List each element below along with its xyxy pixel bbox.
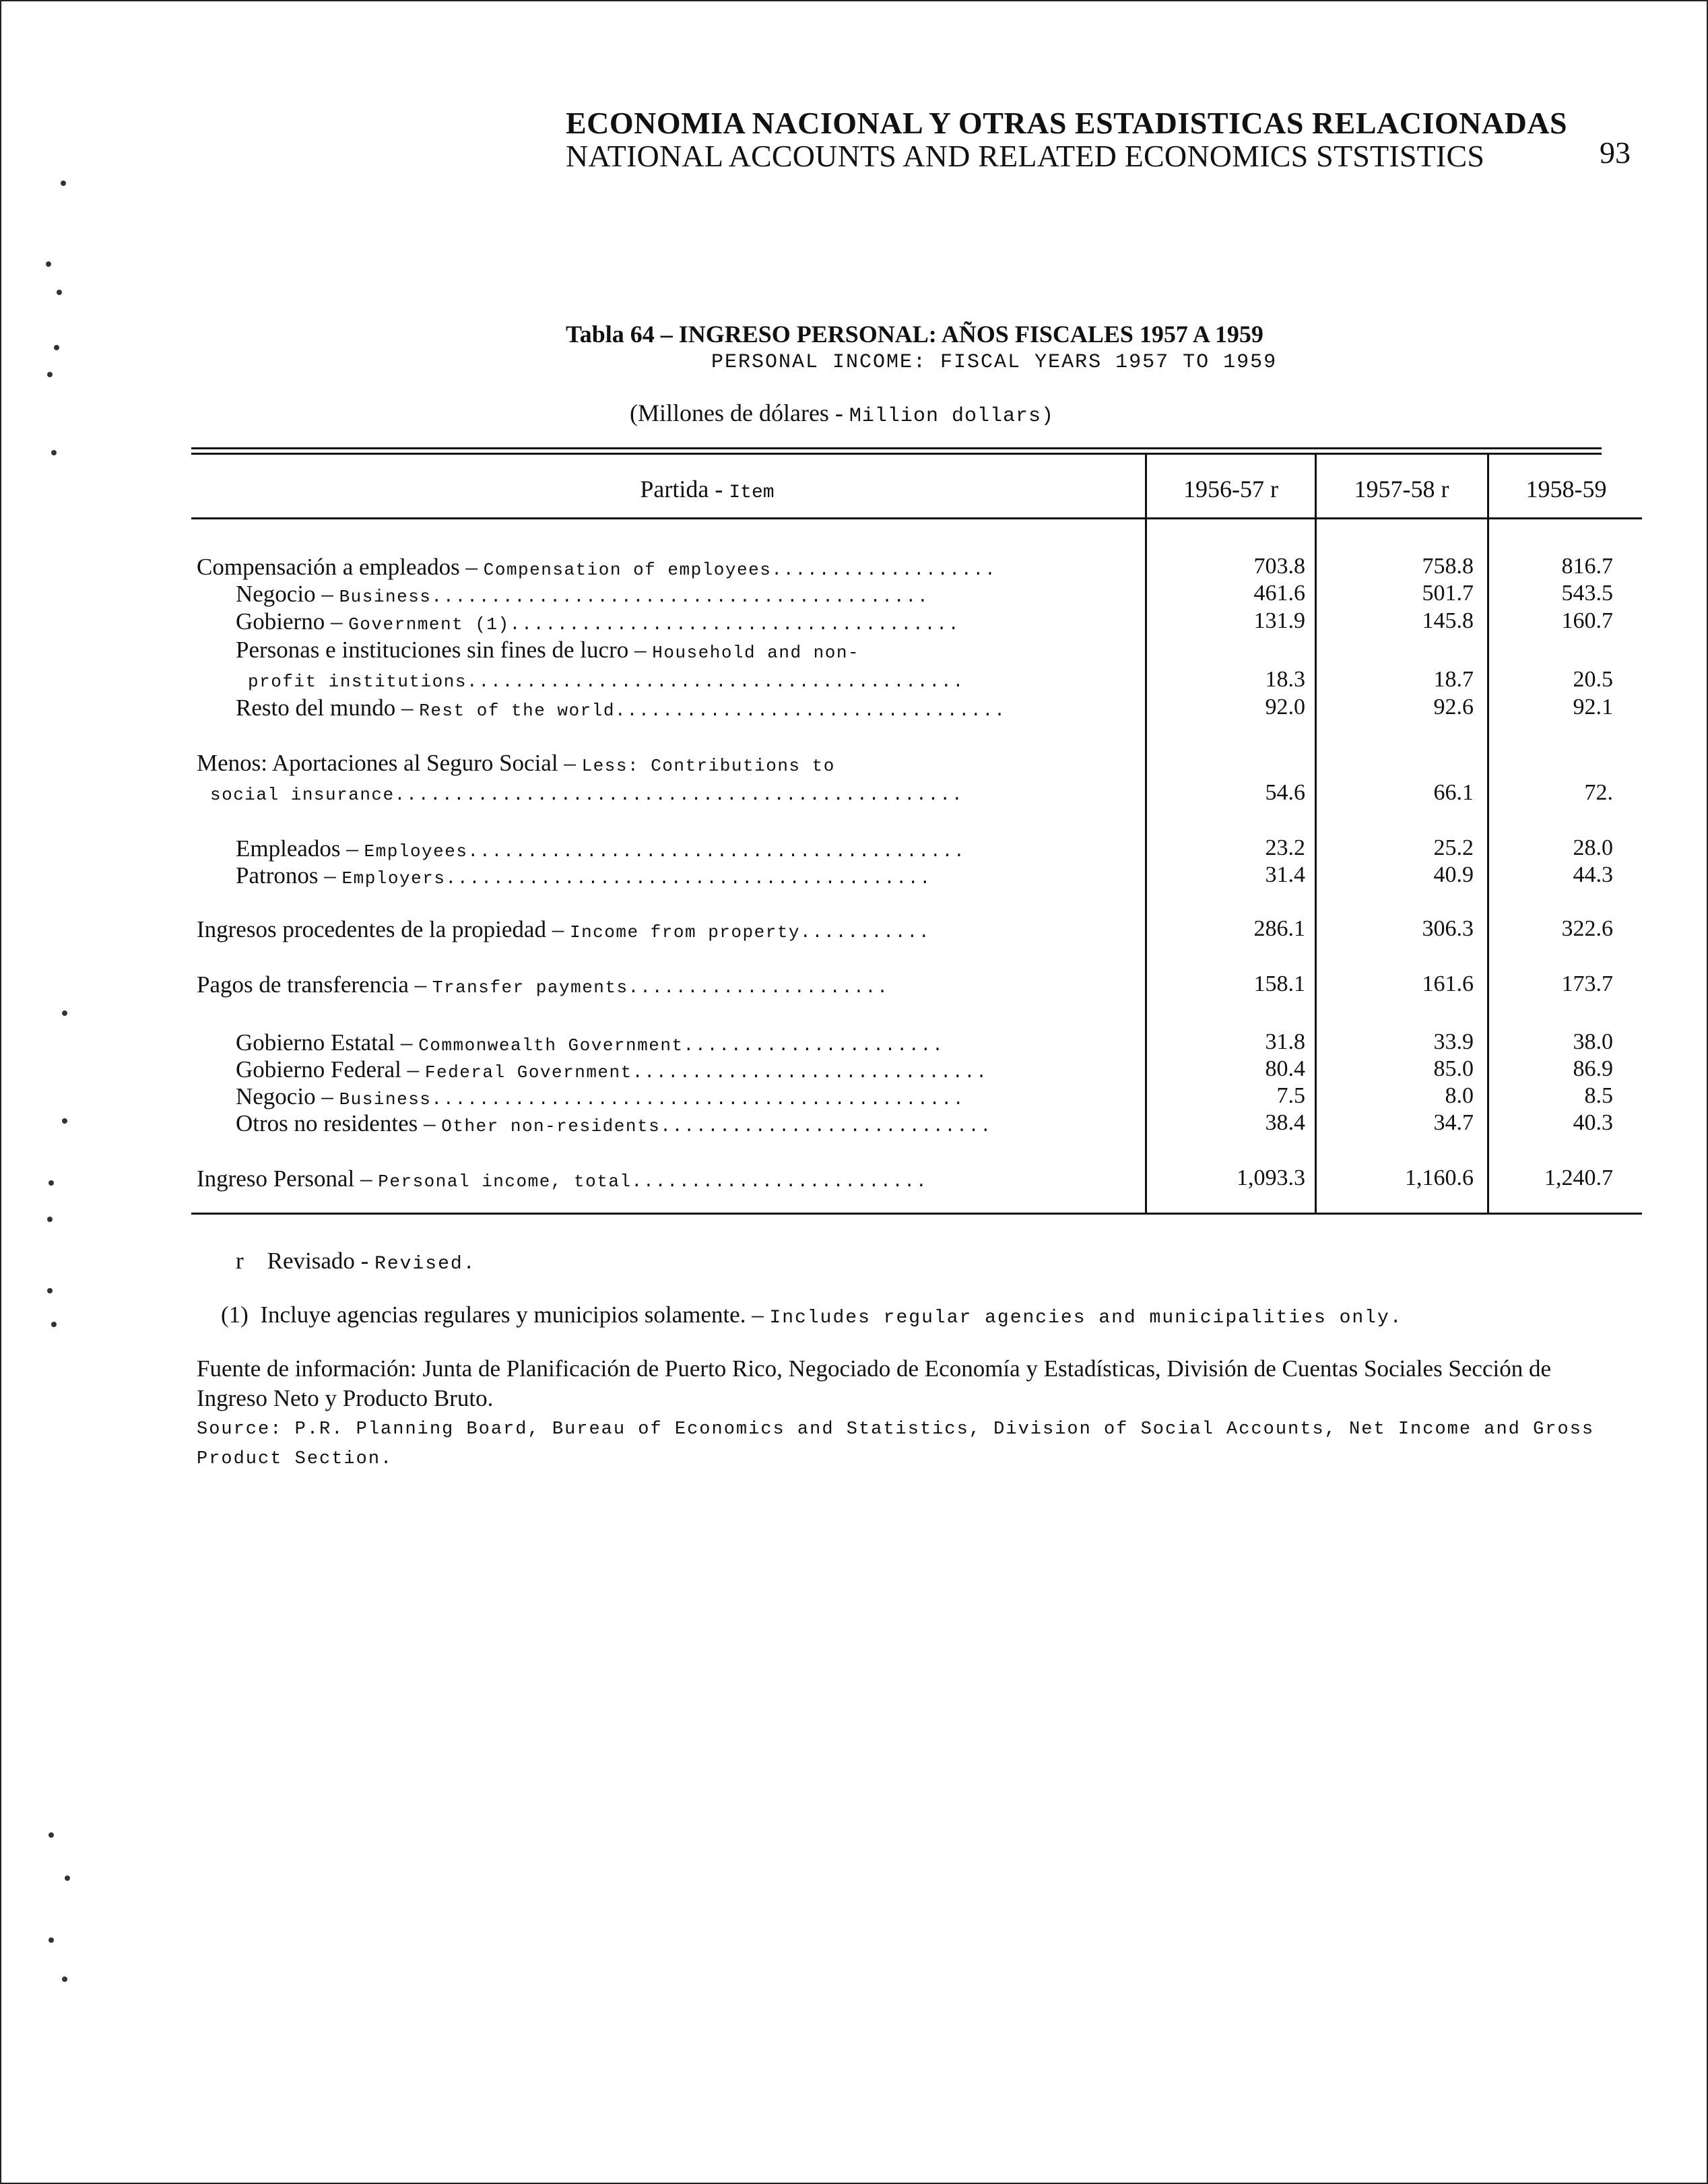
source-en: Source: P.R. Planning Board, Bureau of Economics and Statistics, Division of Social Accounts, Net Income and Gross Product Section.	[197, 1419, 1595, 1469]
column-header-1957-58: 1957-58 r	[1354, 476, 1449, 503]
table-top-rule	[191, 447, 1602, 449]
note-1: (1) Incluye agencias regulares y municipios solamente. – Includes regular agencies and municipalities only.	[221, 1302, 1403, 1328]
scan-speck	[48, 1832, 54, 1838]
cell-value: 72.	[1584, 780, 1613, 805]
cell-value: 66.1	[1433, 780, 1474, 805]
scan-speck	[46, 261, 51, 267]
column-header-1956-57: 1956-57 r	[1183, 476, 1278, 503]
table-row: Personas e instituciones sin fines de lucro – Household and non-	[236, 637, 860, 663]
cell-value: 18.7	[1433, 667, 1474, 692]
column-divider-2	[1315, 453, 1317, 1214]
cell-value: 1,093.3	[1237, 1165, 1305, 1190]
table-row: Pagos de transferencia – Transfer payments......................	[197, 971, 889, 998]
table-row: Negocio – Business.............................................	[236, 1083, 965, 1110]
cell-value: 703.8	[1253, 554, 1305, 579]
cell-value: 31.8	[1265, 1029, 1305, 1054]
table-row: Otros no residentes – Other non-residents............................	[236, 1110, 993, 1136]
scan-speck	[62, 1118, 67, 1124]
cell-value: 816.7	[1561, 554, 1613, 579]
cell-value: 92.0	[1265, 695, 1305, 719]
cell-value: 25.2	[1433, 835, 1474, 860]
table-row: Empleados – Employees..........................................	[236, 835, 966, 862]
cell-value: 7.5	[1276, 1083, 1305, 1108]
cell-value: 758.8	[1422, 554, 1474, 579]
cell-value: 158.1	[1253, 971, 1305, 996]
header-bottom-rule	[191, 517, 1642, 519]
cell-value: 34.7	[1433, 1110, 1474, 1135]
table-row: Menos: Aportaciones al Seguro Social – Less: Contributions to	[197, 750, 835, 776]
table-row: Ingresos procedentes de la propiedad – Income from property...........	[197, 916, 931, 942]
column-divider-3	[1487, 453, 1489, 1214]
scan-speck	[51, 450, 57, 455]
scan-speck	[61, 181, 66, 186]
column-header-item: Partida - Item	[640, 476, 775, 503]
cell-value: 80.4	[1265, 1056, 1305, 1081]
cell-value: 44.3	[1573, 862, 1613, 887]
cell-value: 161.6	[1422, 971, 1474, 996]
cell-value: 38.4	[1265, 1110, 1305, 1135]
cell-value: 8.5	[1584, 1083, 1613, 1108]
table-row: profit institutions..........................................	[248, 672, 965, 692]
table-title-en: PERSONAL INCOME: FISCAL YEARS 1957 TO 1959	[711, 351, 1278, 374]
note-revised: r Revisado - Revised.	[236, 1248, 476, 1275]
table-row: Compensación a empleados – Compensation of employees...................	[197, 554, 997, 580]
cell-value: 38.0	[1573, 1029, 1613, 1054]
table-top-rule-2	[191, 453, 1602, 455]
cell-value: 85.0	[1433, 1056, 1474, 1081]
cell-value: 145.8	[1422, 608, 1474, 633]
cell-value: 306.3	[1422, 916, 1474, 941]
page-header	[566, 106, 1576, 172]
cell-value: 501.7	[1422, 581, 1474, 606]
cell-value: 160.7	[1561, 608, 1613, 633]
cell-value: 131.9	[1253, 608, 1305, 633]
table-units	[630, 399, 1054, 428]
cell-value: 543.5	[1561, 581, 1613, 606]
scan-speck	[48, 1180, 54, 1186]
cell-value: 1,160.6	[1405, 1165, 1474, 1190]
cell-value: 92.1	[1573, 695, 1613, 719]
table-row: Negocio – Business..........................................	[236, 581, 929, 607]
cell-value: 322.6	[1561, 916, 1613, 941]
scan-speck	[47, 1288, 53, 1293]
cell-value: 31.4	[1265, 862, 1305, 887]
table-row: Gobierno – Government (1)......................................	[236, 608, 960, 635]
table-row: social insurance................................................	[210, 785, 964, 805]
header-title-es: ECONOMIA NACIONAL Y OTRAS ESTADISTICAS RELACIONADAS	[566, 106, 1568, 140]
header-title-en: NATIONAL ACCOUNTS AND RELATED ECONOMICS STSTISTICS	[566, 139, 1485, 173]
scan-speck	[65, 1875, 70, 1881]
cell-value: 40.9	[1433, 862, 1474, 887]
cell-value: 20.5	[1573, 667, 1613, 692]
table-row: Patronos – Employers.........................................	[236, 862, 932, 889]
scan-speck	[54, 345, 59, 350]
units-en: Million dollars)	[849, 405, 1054, 428]
page-number: 93	[1600, 135, 1631, 170]
source-es: Fuente de información: Junta de Planificación de Puerto Rico, Negociado de Economía y Estadísticas, División de Cuentas Sociales Sección de Ingreso Neto y Producto Bruto.	[197, 1355, 1552, 1411]
scan-speck	[62, 1977, 67, 1982]
cell-value: 28.0	[1573, 835, 1613, 860]
table-bottom-rule	[191, 1213, 1642, 1215]
cell-value: 23.2	[1265, 835, 1305, 860]
scan-speck	[62, 1010, 67, 1016]
scan-speck	[47, 1217, 53, 1222]
table-row: Gobierno Federal – Federal Government..............................	[236, 1056, 988, 1083]
table-title	[566, 320, 1374, 374]
cell-value: 8.0	[1445, 1083, 1474, 1108]
cell-value: 18.3	[1265, 667, 1305, 692]
cell-value: 54.6	[1265, 780, 1305, 805]
column-header-1958-59: 1958-59	[1525, 476, 1607, 503]
table-row: Resto del mundo – Rest of the world.................................	[236, 695, 1006, 721]
table-row: Gobierno Estatal – Commonwealth Government......................	[236, 1029, 944, 1056]
scan-speck	[51, 1322, 57, 1327]
cell-value: 40.3	[1573, 1110, 1613, 1135]
units-es: (Millones de dólares -	[630, 399, 849, 426]
cell-value: 173.7	[1561, 971, 1613, 996]
cell-value: 33.9	[1433, 1029, 1474, 1054]
scan-speck	[57, 290, 62, 295]
cell-value: 461.6	[1253, 581, 1305, 606]
table-row-total: Ingreso Personal – Personal income, total.........................	[197, 1165, 928, 1192]
scan-speck	[48, 1937, 54, 1943]
cell-value: 86.9	[1573, 1056, 1613, 1081]
scan-speck	[47, 372, 53, 377]
cell-value: 286.1	[1253, 916, 1305, 941]
cell-value: 92.6	[1433, 695, 1474, 719]
table-title-es: Tabla 64 – INGRESO PERSONAL: AÑOS FISCALES 1957 A 1959	[566, 321, 1263, 348]
cell-value: 1,240.7	[1544, 1165, 1613, 1190]
